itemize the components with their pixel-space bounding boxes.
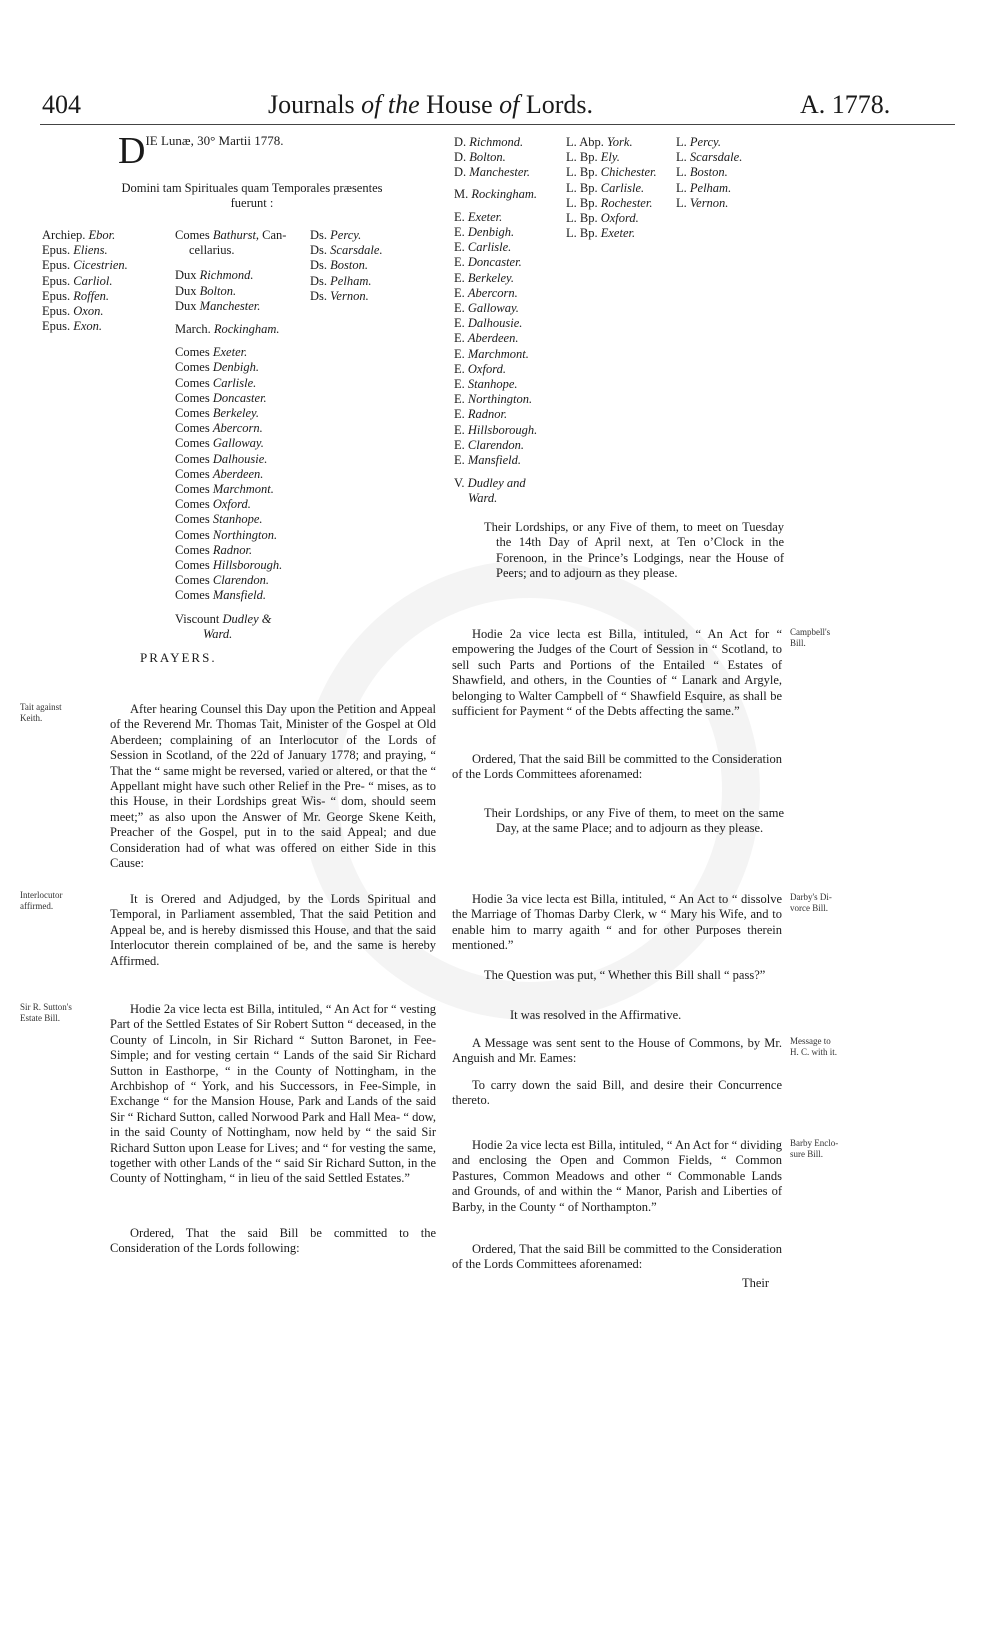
present-heading: Domini tam Spirituales quam Temporales præsentes fuerunt : [121,181,383,211]
committee-bishop-entry: L. Bp. Chichester. [566,165,657,180]
committee-baron-entry: L. Pelham. [676,180,732,195]
committee-lords-temporal [454,135,537,507]
judgement-text: It is Orered and Adjudged, by the Lords Spiritual and Temporal, in Parliament assembled, That the said Petition and Appeal be, and is hereby dismissed this House, and that the said Interlocutor therein complained of be, and the same is hereby Affirmed. [110,892,436,968]
campbell-bill-text: Hodie 2a vice lecta est Billa, intituled, “ An Act for “ empowering the Judges of the Court of Session in “ Scotland, to sell such Parts and Portions of the Entailed “ Estates of Shawfield, and others, in the Counties of “ Lanark and Argyle, belonging to Walter Campbell of “ Shawfield Esquire, as shall be sufficient for Payment “ of the Debts affecting the same.” [452,627,782,719]
committee-earls [454,210,537,468]
margin-note-interlocutor: Interlocutor affirmed. [20,890,63,911]
sutton-bill-text: Hodie 2a vice lecta est Billa, intituled, “ An Act for “ vesting Part of the Settled Estates of Sir Robert Sutton “ deceased, in the County of Lincoln, in Sir Richard “ Sutton Baronet, in Fee-Simple; and for vesting certain “ Lands of the said Sir Richard Sutton in Easthorpe, “ in the County of Nottingham, in the Archbishop of “ York, and his Successors, in Fee-Simple, in Exchange “ for the Mansion House, Park and Lands of the said Sir “ Richard Sutton, called Norwood Park and Hall Mea- “ dow, in the said County of Nottingham, now held by “ the said Sir Richard Sutton upon Lease for Lives; and “ for vesting the same, together with other Lands of the “ said Sir Richard Sutton, in the County of Nottingham, “ in lieu of the said Settled Estates.” [110,1002,436,1186]
earl-entry: Comes Marchmont. [175,482,274,497]
barby-bill-text: Hodie 2a vice lecta est Billa, intituled, “ An Act for “ dividing and enclosing the Open and Common Fields, “ Common Pastures, Common Meadows and other “ Commonable Lands and Grounds, of and within the “ Manor, Parish and Liberties of Barby, in the County “ of Northampton.” [452,1138,782,1214]
resolved-text: It was resolved in the Affirmative. [510,1008,682,1022]
peers-list [175,228,286,642]
duke-entry: Dux Bolton. [175,283,237,298]
committee-baron-entry: L. Vernon. [676,195,729,210]
bishop-entry: Archiep. Ebor. [42,228,116,242]
committee-earl-entry: E. Denbigh. [454,225,515,240]
baron-entry: Ds. Pelham. [310,273,372,288]
committee-viscount-cont: Ward. [468,491,498,506]
committee-bishop-entry: L. Bp. Oxford. [566,211,639,226]
lord-chancellor-title: cellarius. [189,243,235,258]
earl-entry: Comes Denbigh. [175,360,260,375]
drop-cap: D [118,130,146,172]
committee-duke-entry: D. Richmond. [454,135,524,149]
darby-bill-text: Hodie 3a vice lecta est Billa, intituled, “ An Act to “ dissolve the Marriage of Thomas Darby Clerk, w “ Mary his Wife, and to enable him to marry agaith “ and for other Purposes therein mentioned.” [452,892,782,953]
margin-note-tait: Tait against Keith. [20,702,62,723]
earl-entry: Comes Exeter. [175,345,248,360]
viscount: Viscount Dudley & [175,611,272,626]
running-year: A. 1778. [800,90,891,119]
committee-earl-entry: E. Northington. [454,392,533,407]
campbell-ordered-text: Ordered, That the said Bill be committed to the Consideration of the Lords Committees aforenamed: [452,752,782,782]
earls-list [175,345,286,603]
meeting-notice-2: Their Lordships, or any Five of them, to meet on the same Day, at the same Place; and to adjourn as they please. [484,806,784,836]
duke-entry: Dux Manchester. [175,298,261,313]
bishop-entry: Epus. Cicestrien. [42,258,128,273]
barby-ordered-text: Ordered, That the said Bill be committed to the Consideration of the Lords Committees aforenamed: [452,1242,782,1272]
barons-list [310,228,383,304]
earl-entry: Comes Northington. [175,527,278,542]
earl-entry: Comes Aberdeen. [175,466,264,481]
catchword: Their [742,1276,770,1290]
committee-earl-entry: E. Radnor. [454,407,508,422]
committee-marquess: M. Rockingham. [454,186,537,201]
margin-note-campbell: Campbell's Bill. [790,627,831,648]
bishop-entry: Epus. Oxon. [42,304,104,319]
earl-entry: Comes Berkeley. [175,406,260,421]
committee-duke-entry: D. Bolton. [454,150,506,165]
committee-bishop-entry: L. Bp. Carlisle. [566,180,645,195]
committee-earl-entry: E. Aberdeen. [454,331,519,346]
prayers-heading: PRAYERS. [140,650,217,665]
tait-appeal-text: After hearing Counsel this Day upon the Petition and Appeal of the Reverend Mr. Thomas Tait, Minister of the Gospel at Old Aberdeen; complaining of an Interlocutor of the Lords of Session in Scotland, of the 22d of January 1778; and praying, “ That the “ same might be reversed, varied or altered, or that the “ Appellant might have such other Relief in the Pre- “ mises, as to this House, in their Lordships great Wis- “ dom, should seem meet;” as also upon the Answer of Mr. George Skene Keith, Preacher of the Gospel, put in to the said Appeal; and due Consideration had of what was offered on either Side in this Cause: [110,702,436,871]
committee-earl-entry: E. Galloway. [454,301,519,316]
margin-note-sutton: Sir R. Sutton's Estate Bill. [20,1002,72,1023]
meeting-notice-1: Their Lordships, or any Five of them, to meet on Tuesday the 14th Day of April next, at Ten o’Clock in the Forenoon, in the Prince’s Lodgings, near the House of Peers; and to adjourn as they please. [484,520,784,581]
committee-viscount: V. Dudley and [454,476,526,491]
baron-entry: Ds. Boston. [310,258,369,273]
duke-entry: Dux Richmond. [175,268,254,283]
committee-baron-entry: L. Boston. [676,165,728,180]
committee-barons [676,135,742,211]
margin-note-darby: Darby's Di- vorce Bill. [790,892,832,913]
committee-baron-entry: L. Scarsdale. [676,150,743,165]
header-rule [40,124,955,125]
committee-earl-entry: E. Mansfield. [454,453,522,468]
committee-bishop-entry: L. Bp. Ely. [566,150,620,165]
bishops-list [42,228,128,334]
marquess: March. Rockingham. [175,322,280,337]
committee-earl-entry: E. Clarendon. [454,437,525,452]
margin-note-barby: Barby Enclo- sure Bill. [790,1138,839,1159]
committee-bishop-entry: L. Abp. York. [566,135,633,149]
bishop-entry: Epus. Exon. [42,319,103,334]
margin-note-message: Message to H. C. with it. [790,1036,838,1057]
committee-earl-entry: E. Berkeley. [454,270,515,285]
earl-entry: Comes Doncaster. [175,390,267,405]
dukes-list [175,268,286,314]
committee-earl-entry: E. Abercorn. [454,285,518,300]
committee-bishop-entry: L. Bp. Rochester. [566,195,653,210]
earl-entry: Comes Hillsborough. [175,558,283,573]
earl-entry: Comes Oxford. [175,497,251,512]
committee-bishop-entry: L. Bp. Exeter. [566,226,636,241]
earl-entry: Comes Carlisle. [175,375,257,390]
earl-entry: Comes Mansfield. [175,588,266,603]
bishop-entry: Epus. Eliens. [42,243,108,258]
committee-dukes [454,135,537,181]
committee-earl-entry: E. Stanhope. [454,377,518,392]
committee-duke-entry: D. Manchester. [454,165,531,180]
question-text: The Question was put, “ Whether this Bill shall “ pass?” [484,968,766,982]
running-title: Journals of the House of Lords. [268,90,594,119]
viscount-cont: Ward. [203,626,233,641]
earl-entry: Comes Radnor. [175,542,253,557]
baron-entry: Ds. Scarsdale. [310,243,383,258]
message-text: A Message was sent sent to the House of Commons, by Mr. Anguish and Mr. Eames: [452,1036,782,1066]
committee-earl-entry: E. Doncaster. [454,255,522,270]
earl-entry: Comes Abercorn. [175,421,263,436]
earl-entry: Comes Stanhope. [175,512,263,527]
page-number: 404 [42,90,81,119]
sutton-ordered-text: Ordered, That the said Bill be committed to the Consideration of the Lords following: [110,1226,436,1256]
bishop-entry: Epus. Carliol. [42,273,113,288]
carry-down-text: To carry down the said Bill, and desire their Concurrence thereto. [452,1078,782,1108]
committee-baron-entry: L. Percy. [676,135,722,149]
earl-entry: Comes Dalhousie. [175,451,268,466]
earl-entry: Comes Galloway. [175,436,264,451]
committee-lords-spiritual [566,135,657,241]
lord-chancellor: Comes Bathurst, Can- [175,228,287,242]
sitting-date: $D^{IE Lunæ, 30^\circ Martii 1778.}$ [118,130,284,172]
baron-entry: Ds. Vernon. [310,288,369,303]
committee-earl-entry: E. Marchmont. [454,346,529,361]
bishop-entry: Epus. Roffen. [42,288,110,303]
committee-earl-entry: E. Oxford. [454,361,506,376]
baron-entry: Ds. Percy. [310,228,362,242]
earl-entry: Comes Clarendon. [175,573,269,588]
committee-earl-entry: E. Hillsborough. [454,422,538,437]
committee-earl-entry: E. Dalhousie. [454,316,523,331]
committee-earl-entry: E. Exeter. [454,209,503,224]
committee-earl-entry: E. Carlisle. [454,240,512,255]
